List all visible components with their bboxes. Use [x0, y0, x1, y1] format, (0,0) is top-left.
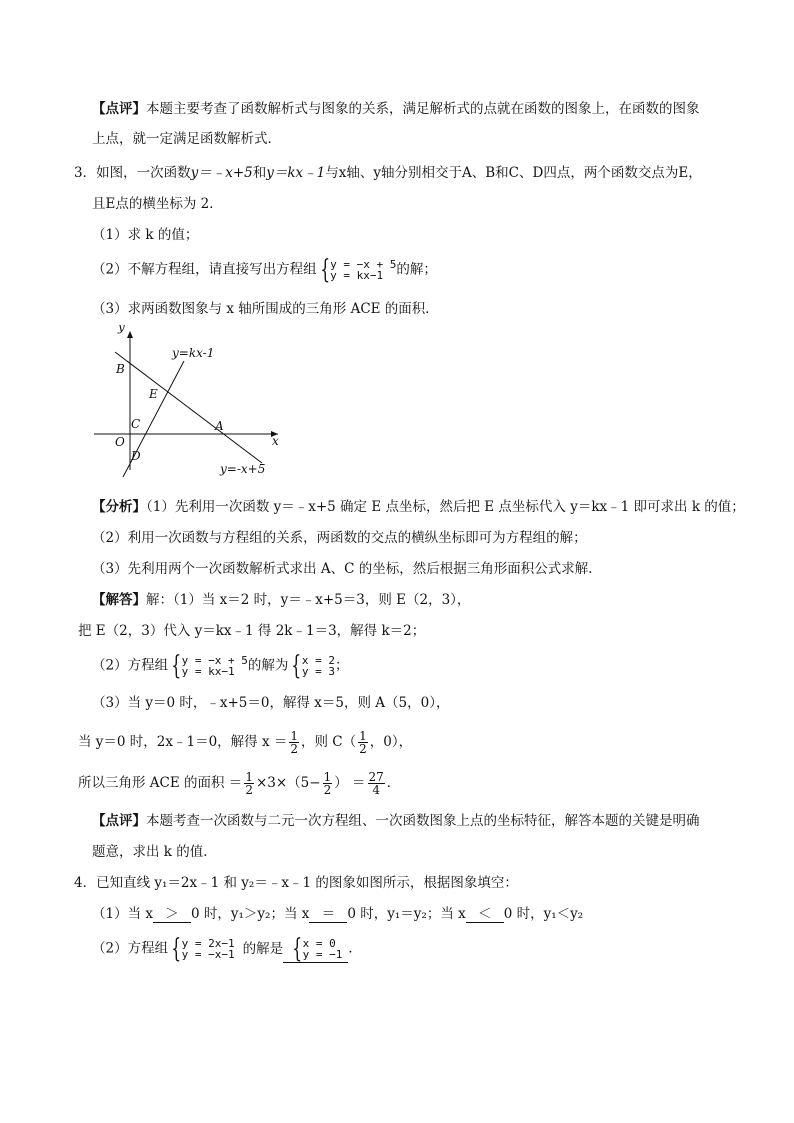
analysis-line2: （2）利用一次函数与方程组的关系，两函数的交点的横纵坐标即可为方程组的解；: [92, 530, 587, 546]
q4-system: y = 2x−1 y = −x−1: [181, 937, 235, 961]
point-A-label: A: [215, 419, 224, 433]
answer-system: y = −x + 5 y = kx−1: [181, 654, 248, 678]
x-axis-label: x: [272, 434, 279, 448]
line-y-neg-x-plus-5: [115, 352, 262, 463]
fraction-one-half-2: $\frac{1}{2}$: [359, 729, 367, 756]
review-tag: 【点评】: [92, 101, 146, 117]
answer-line6: 所以三角形 ACE 的面积 ＝ $\frac{1}{2}$ ×3×（5− $\frac{1}{2}$ ） ＝ $\frac{27}{4}$ ．: [78, 770, 401, 797]
q3-sub1: （1）求 k 的值；: [92, 227, 199, 243]
q3-system: y = −x + 5 y = kx−1: [330, 258, 397, 282]
answer-line1: 【解答】解：（1）当 x＝2 时，y＝﹣x+5＝3，则 E（2，3），: [92, 592, 471, 608]
y-axis-label: y: [118, 325, 125, 334]
analysis-line1: 【分析】（1）先利用一次函数 y＝﹣x+5 确定 E 点坐标，然后把 E 点坐标代入 y＝kx﹣1 即可求出 k 的值；: [92, 499, 745, 515]
answer-line2: 把 E（2，3）代入 y＝kx﹣1 得 2k﹣1＝3，解得 k＝2；: [78, 623, 426, 639]
q3-line1: 3．如图，一次函数y＝﹣x+5和y＝kx﹣1与x轴、y轴分别相交于A、B和C、D四点，两个函数交点为E，: [74, 165, 702, 181]
answer-line5: 当 y＝0 时，2x﹣1＝0，解得 x ＝ $\frac{1}{2}$ ，则 C（ $\frac{1}{2}$ ，0），: [78, 729, 413, 756]
review-line2: 题意，求出 k 的值．: [92, 844, 217, 860]
review-tag-2: 【点评】: [92, 813, 146, 829]
q4-sub2: （2）方程组 { y = 2x−1 y = −x−1 的解是 { x = 0 y = −1 ．: [92, 934, 362, 964]
answer-line3: （2）方程组 { y = −x + 5 y = kx−1 的解为 { x = 2 y = 3 ；: [92, 651, 349, 681]
q3-graph: [88, 325, 288, 485]
review-prev-line2: 上点，就一定满足函数解析式．: [92, 131, 281, 147]
point-E-label: E: [149, 387, 158, 401]
fraction-one-half: $\frac{1}{2}$: [290, 729, 299, 756]
y-arrow: [127, 331, 133, 338]
point-C-label: C: [131, 417, 141, 431]
analysis-tag: 【分析】: [92, 499, 146, 515]
origin-O-label: O: [115, 435, 125, 449]
point-D-label: D: [131, 449, 141, 463]
blank-2: ＝: [309, 906, 347, 923]
line1-label: y=kx-1: [172, 346, 215, 360]
analysis-line3: （3）先利用两个一次函数解析式求出 A、C 的坐标，然后根据三角形面积公式求解．: [92, 561, 602, 577]
point-B-label: B: [116, 362, 125, 376]
blank-3: ＜: [466, 906, 504, 923]
q3-sub3: （3）求两函数图象与 x 轴所围成的三角形 ACE 的面积．: [92, 301, 439, 317]
review-prev-line1: 【点评】本题主要考查了函数解析式与图象的关系，满足解析式的点就在函数的图象上，在函数的图象: [92, 101, 700, 117]
fraction-27-4: $\frac{27}{4}$: [368, 770, 384, 797]
answer-solution: x = 2 y = 3: [301, 654, 336, 678]
q3-line2: 且E点的横坐标为 2．: [92, 196, 223, 212]
answer-tag: 【解答】: [92, 592, 146, 608]
q3-sub2: （2）不解方程组，请直接写出方程组 { y = −x + 5 y = kx−1 的解；: [92, 255, 437, 285]
q4-answer-blank: { x = 0 y = −1: [283, 936, 348, 963]
answer-line4: （3）当 y＝0 时，﹣x+5＝0，解得 x＝5，则 A（5，0），: [92, 695, 450, 711]
review-line1: 【点评】本题考查一次函数与二元一次方程组、一次函数图象上点的坐标特征，解答本题的关键是明确: [92, 813, 700, 829]
q4-sub1: （1）当 x ＞ 0 时，y₁＞y₂；当 x ＝ 0 时，y₁＝y₂；当 x ＜ 0 时，y₁＜y₂: [92, 906, 584, 922]
q4-line1: 4．已知直线 y₁＝2x﹣1 和 y₂＝﹣x﹣1 的图象如图所示，根据图象填空：: [74, 875, 518, 891]
line2-label: y=-x+5: [220, 462, 266, 476]
blank-1: ＞: [153, 906, 191, 923]
